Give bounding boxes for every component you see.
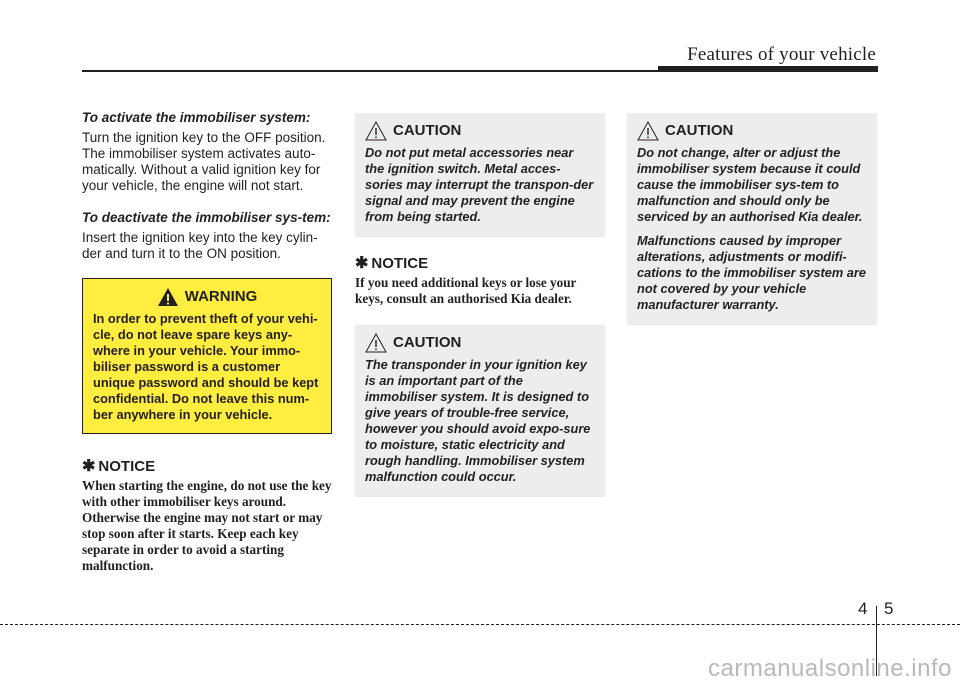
warning-box [82, 278, 332, 434]
notice-star-icon: ✱ [355, 255, 369, 272]
caution-title-2: CAUTION [393, 334, 462, 351]
warning-title: WARNING [184, 288, 258, 305]
caution-text-3b: Malfunctions caused by improper alterations, adjustments or modifi-cations to the immobiliser system are not covered by your vehicle manufacturer warranty. [637, 233, 867, 312]
caution-header-2 [365, 333, 595, 353]
notice-star-icon: ✱ [82, 458, 96, 475]
caution-box-2 [355, 325, 605, 497]
chapter-number: 4 [858, 599, 868, 618]
caution-text-2: The transponder in your ignition key is an important part of the immobiliser system. It is designed to give years of trouble-free service, however you should avoid expo-sure to moisture, static electricity and rough handling. Immobiliser system malfunction could occur. [365, 357, 591, 484]
deactivate-heading: To deactivate the immobiliser sys-tem: [82, 210, 331, 225]
warning-header [93, 287, 321, 307]
caution-triangle-icon [365, 121, 387, 141]
deactivate-text: Insert the ignition key into the key cylin-der and turn it to the ON position. [82, 230, 318, 261]
column-1 [82, 110, 332, 574]
header-title: Features of your vehicle [687, 44, 876, 65]
caution-triangle-icon [365, 333, 387, 353]
caution-title-1: CAUTION [393, 122, 462, 139]
caution-header-1 [365, 121, 595, 141]
notice-text-1: When starting the engine, do not use the key with other immobiliser keys around. Otherwise the engine may not start or may stop soon after it starts. Keep each key separate in order to avoid a starting malfunction. [82, 478, 332, 573]
notice-title-label: NOTICE [98, 458, 156, 475]
notice-title-2 [355, 255, 605, 273]
page-number: 5 [884, 599, 894, 618]
footer-rule [0, 624, 960, 625]
column-3 [627, 113, 877, 325]
caution-box-1 [355, 113, 605, 237]
activate-text: Turn the ignition key to the OFF position. The immobiliser system activates auto-matically. Without a valid ignition key for your vehicle, the engine will not start. [82, 130, 326, 193]
notice-text-2: If you need additional keys or lose your keys, consult an authorised Kia dealer. [355, 275, 577, 306]
column-2 [355, 113, 605, 497]
caution-header-3 [637, 121, 867, 141]
caution-text-1: Do not put metal accessories near the ignition switch. Metal acces-sories may interrupt the transpon-der signal and may prevent the engine from being started. [365, 145, 594, 224]
caution-box-3 [627, 113, 877, 325]
caution-title-3: CAUTION [665, 122, 734, 139]
header-bar [658, 66, 878, 72]
warning-text: In order to prevent theft of your vehi-cle, do not leave spare keys any-where in your vehicle. Your immo-biliser password is a customer unique password and should be kept confidential. Do not leave this num-ber anywhere in your vehicle. [93, 311, 319, 422]
notice-title-1 [82, 458, 332, 476]
caution-text-3a: Do not change, alter or adjust the immobiliser system because it could cause the immobiliser sys-tem to malfunction and should only be serviced by an authorised Kia dealer. [637, 145, 863, 224]
caution-triangle-icon [637, 121, 659, 141]
activate-heading: To activate the immobiliser system: [82, 110, 311, 125]
warning-triangle-icon [157, 287, 179, 307]
notice-title-label: NOTICE [371, 255, 429, 272]
watermark: carmanualsonline.info [708, 655, 952, 682]
